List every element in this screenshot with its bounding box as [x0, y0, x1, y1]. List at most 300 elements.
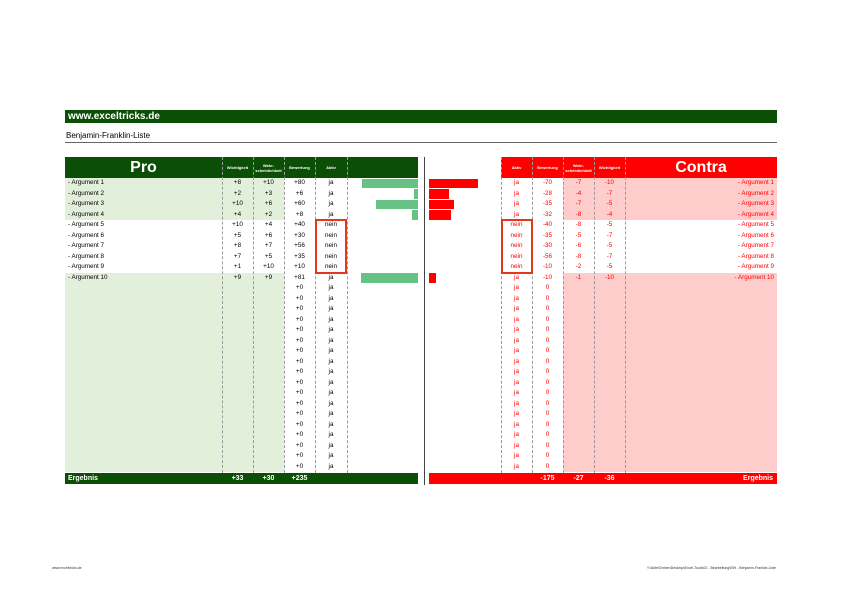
pro-cell-b: +0: [295, 452, 304, 459]
pro-cell-b: +10: [294, 263, 305, 270]
pro-cell-p: [253, 462, 284, 473]
pro-row-label: - Argument 10: [68, 273, 108, 281]
pro-row-label: - Argument 7: [68, 242, 105, 249]
pro-cell-b: +0: [295, 305, 304, 312]
contra-cell-b: 0: [545, 347, 550, 354]
pro-cell-b: +40: [294, 221, 305, 228]
pro-row-label: [68, 430, 218, 441]
pro-cell-a: ja: [328, 410, 334, 417]
pro-cell-b: +0: [295, 315, 304, 323]
pro-cell-p: +4: [264, 221, 273, 228]
pro-cell-p: [253, 346, 284, 357]
pro-cell-p: [253, 294, 284, 305]
contra-row-label: - Argument 7: [737, 242, 774, 249]
contra-cell-w: -7: [606, 231, 613, 239]
contra-row-label: [625, 304, 774, 315]
contra-cell-b: 0: [545, 420, 550, 428]
contra-cell-b: 0: [545, 357, 550, 365]
contra-row-label: - Argument 8: [737, 252, 774, 260]
contra-cell-b: 0: [545, 462, 550, 470]
pro-cell-a: ja: [328, 284, 334, 291]
pro-result-w: +33: [231, 475, 244, 482]
pro-cell-b: +30: [294, 231, 305, 239]
pro-cell-a: ja: [328, 210, 334, 218]
pro-cell-p: +6: [264, 231, 273, 239]
contra-cell-p: [563, 399, 594, 410]
contra-cell-w: [594, 378, 625, 389]
contra-cell-w: [594, 462, 625, 473]
pro-cell-w: [222, 367, 253, 378]
contra-cell-p: -6: [575, 242, 582, 249]
pro-row-label: [68, 304, 218, 315]
pro-cell-b: +0: [295, 347, 304, 354]
contra-cell-p: [563, 357, 594, 368]
pro-cell-p: +10: [263, 179, 274, 186]
contra-cell-a: ja: [514, 189, 519, 197]
pro-cell-a: nein: [325, 221, 337, 228]
pro-cell-a: ja: [328, 357, 334, 365]
pro-row-label: [68, 346, 218, 357]
pro-row-label: - Argument 6: [68, 231, 105, 239]
pro-cell-w: [222, 399, 253, 410]
pro-cell-b: +0: [295, 420, 304, 428]
contra-cell-p: [563, 294, 594, 305]
pro-row-label: [68, 325, 218, 336]
contra-header-aktiv: Aktiv: [511, 165, 522, 170]
contra-cell-p: -5: [575, 231, 582, 239]
pro-cell-w: +9: [233, 273, 242, 281]
pro-row-label: - Argument 2: [68, 189, 105, 197]
contra-cell-p: -8: [575, 221, 582, 228]
contra-cell-p: [563, 441, 594, 452]
contra-row-label: [625, 315, 774, 326]
contra-cell-w: [594, 336, 625, 347]
pro-cell-p: +3: [264, 189, 273, 197]
contra-row-label: - Argument 2: [737, 189, 774, 197]
site-banner: www.exceltricks.de: [65, 110, 777, 123]
pro-cell-a: ja: [328, 368, 334, 375]
contra-cell-p: -8: [575, 252, 582, 260]
pro-cell-b: +35: [294, 252, 305, 260]
pro-result-p: +30: [262, 475, 275, 482]
pro-column-line: [347, 157, 348, 473]
contra-row-label: [625, 325, 774, 336]
contra-row-label: [625, 367, 774, 378]
pro-cell-w: +8: [233, 242, 242, 249]
pro-row-label: [68, 409, 218, 420]
pro-cell-a: ja: [328, 399, 334, 407]
pro-cell-w: [222, 304, 253, 315]
pro-cell-b: +0: [295, 294, 304, 302]
pro-cell-w: [222, 294, 253, 305]
contra-cell-a: ja: [514, 462, 519, 470]
contra-cell-w: [594, 409, 625, 420]
contra-cell-p: [563, 451, 594, 462]
pro-cell-p: [253, 378, 284, 389]
contra-cell-p: -8: [575, 210, 582, 218]
contra-cell-b: 0: [545, 431, 550, 438]
contra-cell-a: ja: [514, 378, 519, 386]
pro-row-label: - Argument 3: [68, 200, 105, 207]
pro-cell-b: +0: [295, 326, 304, 333]
pro-cell-w: [222, 430, 253, 441]
contra-row-label: [625, 430, 774, 441]
contra-column-line: [563, 157, 564, 473]
contra-cell-a: ja: [514, 347, 519, 354]
contra-row-label: [625, 462, 774, 473]
pro-bar: [376, 200, 418, 210]
contra-cell-w: [594, 294, 625, 305]
contra-cell-a: ja: [514, 452, 519, 459]
contra-row-label: [625, 283, 774, 294]
pro-row-label: [68, 378, 218, 389]
contra-result-b: -175: [540, 475, 555, 482]
center-divider: [424, 157, 425, 485]
pro-row-label: [68, 420, 218, 431]
pro-cell-p: [253, 441, 284, 452]
pro-cell-b: +0: [295, 378, 304, 386]
contra-cell-a: nein: [510, 242, 523, 249]
contra-column-line: [532, 157, 533, 473]
contra-header-bewertung: Bewertung: [537, 165, 558, 170]
pro-result-label: Ergebnis: [68, 475, 98, 482]
contra-cell-b: -30: [542, 242, 553, 249]
pro-cell-a: nein: [325, 263, 337, 270]
pro-cell-b: +8: [295, 210, 304, 218]
pro-cell-p: [253, 399, 284, 410]
contra-column-line: [594, 157, 595, 473]
pro-cell-w: [222, 336, 253, 347]
contra-cell-a: ja: [514, 326, 519, 333]
contra-cell-w: -7: [606, 189, 613, 197]
contra-cell-w: [594, 388, 625, 399]
pro-cell-p: +2: [264, 210, 273, 218]
pro-cell-p: [253, 367, 284, 378]
pro-column-line: [222, 157, 223, 473]
pro-cell-b: +0: [295, 357, 304, 365]
contra-cell-a: ja: [514, 389, 519, 396]
contra-bar: [429, 273, 436, 283]
pro-cell-p: [253, 315, 284, 326]
contra-cell-w: -4: [606, 210, 613, 218]
contra-cell-b: 0: [545, 315, 550, 323]
contra-cell-a: ja: [514, 294, 519, 302]
pro-cell-w: [222, 346, 253, 357]
contra-cell-a: ja: [514, 200, 519, 207]
contra-cell-p: [563, 346, 594, 357]
footer-right: Y:\Akte\Ordner\Desktop\Excel-Tools\02 - Bearbeitung\099 - Benjamin-Franklin-Liste: [646, 566, 776, 570]
pro-cell-w: [222, 420, 253, 431]
contra-cell-a: nein: [510, 231, 523, 239]
pro-row-label: [68, 399, 218, 410]
pro-cell-b: +0: [295, 462, 304, 470]
contra-cell-p: [563, 388, 594, 399]
pro-cell-p: [253, 388, 284, 399]
contra-bar: [429, 179, 478, 189]
contra-cell-w: [594, 430, 625, 441]
pro-cell-p: [253, 283, 284, 294]
contra-cell-w: [594, 325, 625, 336]
pro-cell-p: [253, 451, 284, 462]
pro-cell-a: nein: [325, 252, 337, 260]
pro-cell-p: [253, 357, 284, 368]
pro-cell-p: [253, 304, 284, 315]
contra-inactive-highlight: [501, 219, 533, 274]
contra-cell-b: -40: [542, 221, 553, 228]
contra-row-label: [625, 399, 774, 410]
pro-row-label: [68, 283, 218, 294]
contra-cell-p: [563, 283, 594, 294]
contra-row-label: [625, 294, 774, 305]
pro-cell-w: +2: [233, 189, 242, 197]
contra-title: Contra: [675, 158, 727, 176]
contra-row-label: - Argument 1: [737, 179, 774, 186]
pro-cell-b: +0: [295, 284, 304, 291]
pro-cell-p: [253, 325, 284, 336]
pro-cell-a: ja: [328, 273, 334, 281]
pro-row-label: [68, 357, 218, 368]
contra-row-label: [625, 409, 774, 420]
pro-cell-w: [222, 357, 253, 368]
pro-cell-b: +60: [294, 200, 305, 207]
contra-cell-b: 0: [545, 389, 550, 396]
contra-cell-a: ja: [514, 420, 519, 428]
pro-cell-p: +9: [264, 273, 273, 281]
pro-cell-p: +7: [264, 242, 273, 249]
contra-cell-b: 0: [545, 284, 550, 291]
footer-left: www.exceltricks.de: [52, 566, 82, 570]
contra-row-label: - Argument 3: [737, 200, 774, 207]
contra-cell-b: -10: [542, 263, 553, 270]
contra-cell-w: -10: [604, 179, 615, 186]
title-underline: [65, 142, 777, 143]
pro-cell-b: +80: [294, 179, 305, 186]
contra-cell-a: ja: [514, 399, 519, 407]
pro-row-label: [68, 315, 218, 326]
pro-cell-w: +4: [233, 210, 242, 218]
contra-cell-b: -70: [542, 179, 553, 186]
pro-cell-w: [222, 315, 253, 326]
contra-cell-w: [594, 441, 625, 452]
contra-cell-p: [563, 325, 594, 336]
contra-cell-w: [594, 399, 625, 410]
contra-cell-p: [563, 409, 594, 420]
contra-cell-a: ja: [514, 336, 519, 344]
contra-cell-w: [594, 420, 625, 431]
pro-row-label: - Argument 8: [68, 252, 105, 260]
pro-cell-a: nein: [325, 231, 337, 239]
contra-cell-b: 0: [545, 410, 550, 417]
contra-cell-w: [594, 315, 625, 326]
contra-cell-p: [563, 462, 594, 473]
contra-row-label: [625, 336, 774, 347]
pro-cell-a: ja: [328, 452, 334, 459]
pro-cell-a: ja: [328, 347, 334, 354]
contra-cell-w: [594, 346, 625, 357]
pro-header-wahrscheinlichkeit: Wahr- scheinlichkeit: [255, 162, 282, 173]
pro-row-label: [68, 462, 218, 473]
pro-cell-p: +5: [264, 252, 273, 260]
contra-cell-b: -28: [542, 189, 553, 197]
pro-row-label: [68, 336, 218, 347]
pro-cell-a: ja: [328, 389, 334, 396]
contra-cell-p: [563, 430, 594, 441]
pro-cell-p: [253, 420, 284, 431]
pro-cell-a: ja: [328, 336, 334, 344]
pro-row-label: - Argument 5: [68, 221, 105, 228]
contra-row-label: - Argument 6: [737, 231, 774, 239]
contra-cell-b: -10: [542, 273, 553, 281]
contra-result-w: -36: [604, 475, 615, 482]
pro-row-label: [68, 294, 218, 305]
contra-cell-a: ja: [514, 305, 519, 312]
contra-row-label: [625, 357, 774, 368]
pro-cell-a: ja: [328, 189, 334, 197]
pro-cell-w: [222, 409, 253, 420]
contra-cell-w: [594, 451, 625, 462]
contra-cell-p: [563, 420, 594, 431]
contra-row-label: [625, 346, 774, 357]
contra-cell-w: -5: [606, 263, 613, 270]
pro-cell-b: +6: [295, 189, 304, 197]
contra-cell-a: nein: [510, 263, 523, 270]
contra-cell-a: ja: [514, 357, 519, 365]
contra-row-label: [625, 441, 774, 452]
contra-cell-b: -32: [542, 210, 553, 218]
contra-cell-p: [563, 367, 594, 378]
contra-row-label: - Argument 9: [737, 263, 774, 270]
pro-cell-w: +8: [233, 179, 242, 186]
pro-cell-b: +0: [295, 431, 304, 438]
pro-cell-w: [222, 283, 253, 294]
contra-cell-p: [563, 336, 594, 347]
contra-row-label: [625, 420, 774, 431]
contra-cell-a: ja: [514, 315, 519, 323]
contra-cell-w: -7: [606, 252, 613, 260]
pro-cell-a: ja: [328, 305, 334, 312]
contra-cell-w: -5: [606, 242, 613, 249]
pro-cell-a: ja: [328, 200, 334, 207]
contra-row-label: [625, 451, 774, 462]
pro-cell-w: [222, 388, 253, 399]
pro-title: Pro: [130, 158, 157, 176]
contra-header-wichtigkeit: Wichtigkeit: [598, 165, 621, 170]
pro-cell-b: +56: [294, 242, 305, 249]
sheet-title: Benjamin-Franklin-Liste: [66, 131, 151, 140]
pro-result-b: +235: [291, 475, 308, 482]
contra-bar: [429, 210, 451, 220]
contra-bar: [429, 189, 449, 199]
pro-cell-a: ja: [328, 462, 334, 470]
pro-row-label: [68, 451, 218, 462]
pro-row-label: [68, 388, 218, 399]
pro-bar: [414, 189, 418, 199]
contra-cell-a: ja: [514, 210, 519, 218]
pro-cell-w: +7: [233, 252, 242, 260]
contra-cell-b: -35: [542, 231, 553, 239]
contra-cell-p: [563, 304, 594, 315]
contra-cell-b: 0: [545, 336, 550, 344]
contra-cell-b: 0: [545, 441, 550, 449]
contra-row-label: - Argument 5: [737, 221, 774, 228]
pro-cell-w: [222, 451, 253, 462]
contra-cell-a: nein: [510, 221, 523, 228]
pro-cell-b: +0: [295, 336, 304, 344]
pro-cell-p: [253, 430, 284, 441]
pro-header-bewertung: Bewertung: [289, 165, 310, 170]
pro-header-aktiv: Aktiv: [326, 165, 336, 170]
contra-cell-b: 0: [545, 378, 550, 386]
contra-cell-a: ja: [514, 273, 519, 281]
pro-cell-a: ja: [328, 326, 334, 333]
pro-cell-a: ja: [328, 420, 334, 428]
pro-cell-w: [222, 441, 253, 452]
contra-cell-p: [563, 378, 594, 389]
contra-cell-a: ja: [514, 368, 519, 375]
pro-cell-p: +10: [263, 263, 274, 270]
pro-cell-p: [253, 336, 284, 347]
contra-cell-a: ja: [514, 431, 519, 438]
contra-row-label: [625, 378, 774, 389]
contra-cell-b: 0: [545, 399, 550, 407]
pro-row-label: - Argument 4: [68, 210, 105, 218]
contra-cell-b: 0: [545, 368, 550, 375]
pro-cell-p: [253, 409, 284, 420]
pro-row-label: [68, 441, 218, 452]
contra-cell-b: 0: [545, 326, 550, 333]
contra-cell-w: [594, 304, 625, 315]
pro-bar: [362, 179, 418, 189]
pro-cell-w: +5: [233, 231, 242, 239]
pro-cell-w: +1: [233, 263, 242, 270]
contra-header-wahrscheinlichkeit: Wahr- scheinlichkeit: [565, 162, 592, 173]
pro-cell-a: nein: [325, 242, 337, 249]
contra-cell-w: [594, 367, 625, 378]
contra-cell-b: 0: [545, 294, 550, 302]
contra-result-label: Ergebnis: [743, 475, 773, 482]
contra-cell-p: -7: [575, 200, 582, 207]
pro-cell-w: [222, 325, 253, 336]
pro-header-wichtigkeit: Wichtigkeit: [226, 165, 249, 170]
contra-cell-w: [594, 283, 625, 294]
contra-cell-w: -5: [606, 200, 613, 207]
pro-bar: [361, 273, 418, 283]
pro-cell-a: ja: [328, 441, 334, 449]
contra-row-label: - Argument 4: [737, 210, 774, 218]
contra-cell-b: 0: [545, 305, 550, 312]
pro-cell-w: +10: [232, 200, 243, 207]
contra-cell-p: [563, 315, 594, 326]
pro-row-label: - Argument 9: [68, 263, 105, 270]
pro-cell-b: +0: [295, 389, 304, 396]
contra-cell-p: -1: [575, 273, 582, 281]
pro-row-label: [68, 367, 218, 378]
pro-bar: [412, 210, 418, 220]
contra-cell-p: -2: [575, 263, 582, 270]
contra-cell-a: ja: [514, 410, 519, 417]
pro-cell-w: +10: [232, 221, 243, 228]
contra-cell-b: 0: [545, 452, 550, 459]
pro-cell-b: +0: [295, 399, 304, 407]
pro-column-line: [253, 157, 254, 473]
contra-row-label: [625, 388, 774, 399]
pro-row-label: - Argument 1: [68, 179, 105, 186]
contra-cell-b: -35: [542, 200, 553, 207]
contra-cell-w: -10: [604, 273, 615, 281]
pro-cell-a: ja: [328, 294, 334, 302]
pro-cell-b: +0: [295, 368, 304, 375]
contra-result-p: -27: [573, 475, 584, 482]
